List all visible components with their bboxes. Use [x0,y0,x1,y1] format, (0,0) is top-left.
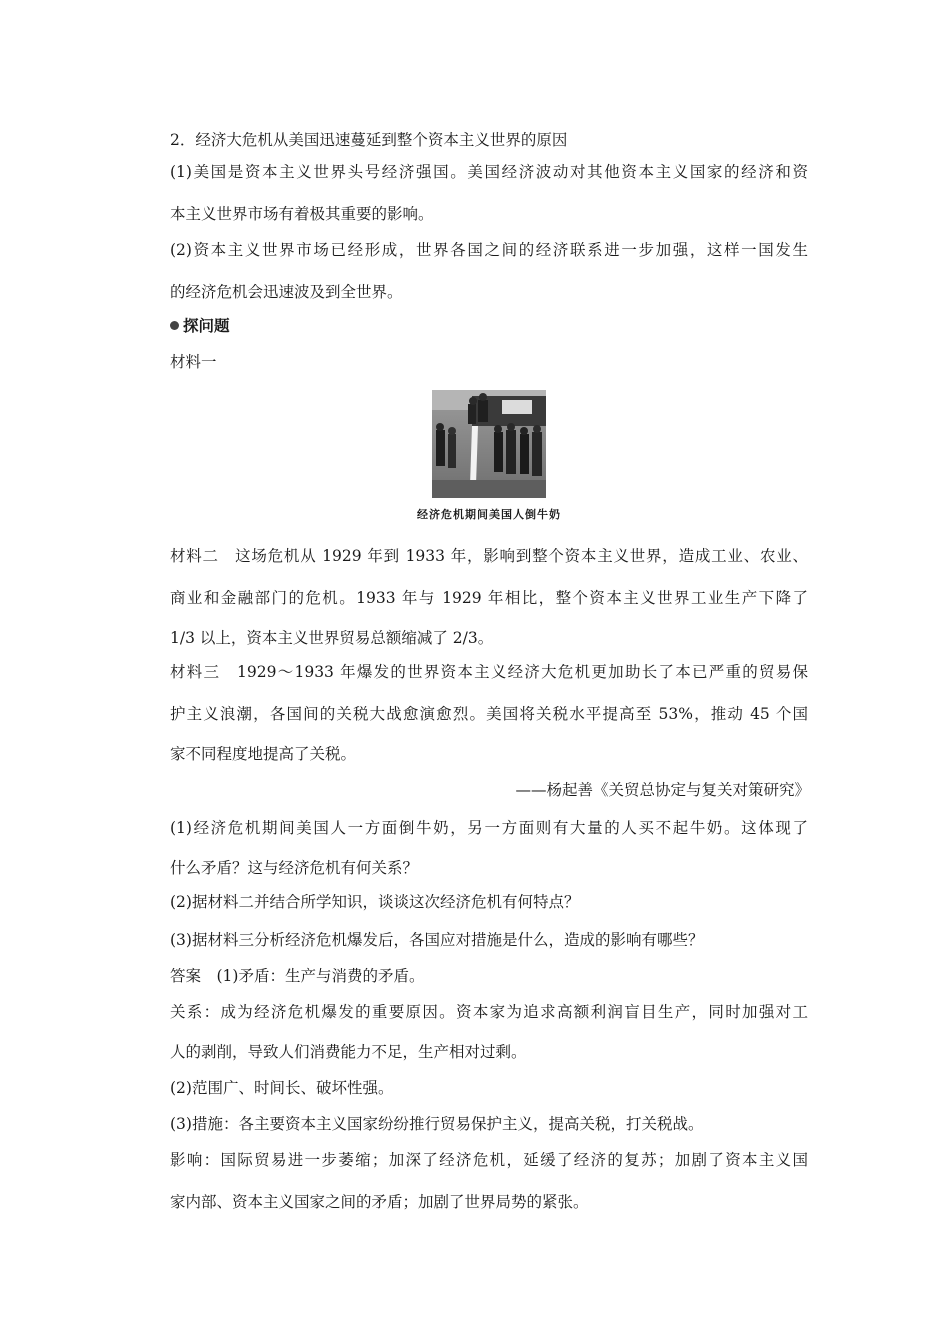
question-2: (2)据材料二并结合所学知识，谈谈这次经济危机有何特点？ [170,893,580,911]
answer-impact-line-1: 影响：国际贸易进一步萎缩；加深了经济危机，延缓了经济的复苏；加剧了资本主义国 [170,1151,808,1169]
material-2-line-1: 材料二 这场危机从 1929 年到 1933 年，影响到整个资本主义世界，造成工业、农业、 [170,547,808,565]
material-2-line-3: 1/3 以上，资本主义世界贸易总额缩减了 2/3。 [170,629,494,647]
material-3-line-1: 材料三 1929～1933 年爆发的世界资本主义经济大危机更加助长了本已严重的贸易保 [170,663,808,681]
material-1-label: 材料一 [170,353,217,371]
material-2-line-2: 商业和金融部门的危机。1933 年与 1929 年相比，整个资本主义世界工业生产下降了 [170,589,808,607]
answer-2: (2)范围广、时间长、破坏性强。 [170,1079,394,1097]
reason-2-line-2: 的经济危机会迅速波及到全世界。 [170,283,403,301]
section-heading: 2．经济大危机从美国迅速蔓延到整个资本主义世界的原因 [170,131,568,149]
answer-1: 答案 (1)矛盾：生产与消费的矛盾。 [170,967,425,985]
bullet-icon [170,321,179,330]
material-3-source: ——杨起善《关贸总协定与复关对策研究》 [515,781,810,799]
answer-relation-line-1: 关系：成为经济危机爆发的重要原因。资本家为追求高额利润盲目生产，同时加强对工 [170,1003,808,1021]
reason-1-line-2: 本主义世界市场有着极其重要的影响。 [170,205,434,223]
photo-caption: 经济危机期间美国人倒牛奶 [417,508,561,521]
answer-impact-line-2: 家内部、资本主义国家之间的矛盾；加剧了世界局势的紧张。 [170,1193,589,1211]
question-1-line-2: 什么矛盾？这与经济危机有何关系？ [170,859,419,877]
question-1-line-1: (1)经济危机期间美国人一方面倒牛奶，另一方面则有大量的人买不起牛奶。这体现了 [170,819,808,837]
reason-1-line-1: (1)美国是资本主义世界头号经济强国。美国经济波动对其他资本主义国家的经济和资 [170,163,808,181]
material-3-line-3: 家不同程度地提高了关税。 [170,745,357,763]
answer-3: (3)措施：各主要资本主义国家纷纷推行贸易保护主义，提高关税，打关税战。 [170,1115,704,1133]
reason-2-line-1: (2)资本主义世界市场已经形成，世界各国之间的经济联系进一步加强，这样一国发生 [170,241,808,259]
answer-relation-line-2: 人的剥削，导致人们消费能力不足，生产相对过剩。 [170,1043,527,1061]
explore-heading: 探问题 [170,316,230,336]
material-3-line-2: 护主义浪潮，各国间的关税大战愈演愈烈。美国将关税水平提高至 53%，推动 45 个国 [170,705,808,723]
milk-dumping-photo [432,390,546,498]
question-3: (3)据材料三分析经济危机爆发后，各国应对措施是什么，造成的影响有哪些？ [170,931,704,949]
